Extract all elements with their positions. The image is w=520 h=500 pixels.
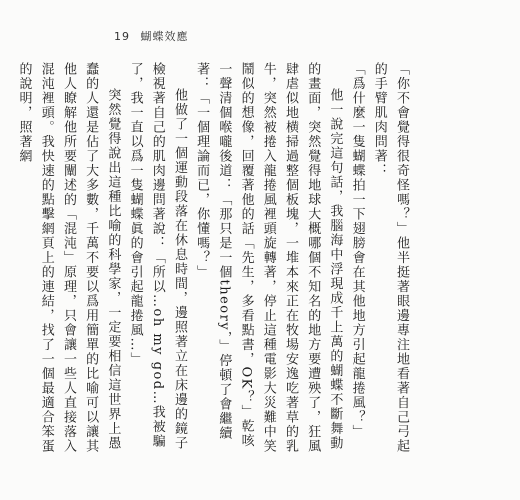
page-number: 19 xyxy=(114,30,130,43)
paragraph: 他一說完這句話，我腦海中浮現成千上萬的蝴蝶不斷舞動的畫面，突然覺得地球大概哪個不知名的地方要遭殃了，狂風肆虐似地横掃過整個板塊，一堆本來正在牧場安逸吃著草的乳牛，突然被捲入龍捲風裡頭旋轉著，停止這種電影大災難中笑鬧似的想像，回覆著他的話「先生，多看點書，OK？」乾咳一聲清個喉嚨後道：「那只是一個theory，」停頓了會繼續著：「一個理論而已，你懂嗎？」 xyxy=(194,62,343,454)
paragraph: 「你不會覺得很奇怪嗎？」他半挺著眼邊專注地看著自己弓起的手臂肌肉問著： xyxy=(371,62,409,454)
running-header xyxy=(114,28,189,44)
paragraph: 他做了一個運動段落在休息時間，邊照著立在床邊的鏡子檢視著自己的肌肉邊問著說：「所以…oh my god…我被騙了，我一直以爲一隻蝴蝶眞的會引起龍捲風…」 xyxy=(127,62,187,451)
chapter-title: 蝴蝶效應 xyxy=(140,30,189,43)
paragraph: 「爲什麼一隻蝴蝶拍一下翅膀會在其他地方引起龍捲風？」 xyxy=(349,62,365,439)
vertical-body-text xyxy=(16,62,412,454)
paragraph: 突然覺得說出這種比喻的科學家，一定要相信這世界上愚蠢的人還是佔了大多數，千萬不要以爲用簡單的比喻可以讓其他人瞭解他所要闡述的「混沌」原理，只會讓一些人直接落入混沌裡頭。我快速的點擊網頁上的連結，找了一個最適合笨蛋的說明，照著網 xyxy=(16,62,121,454)
